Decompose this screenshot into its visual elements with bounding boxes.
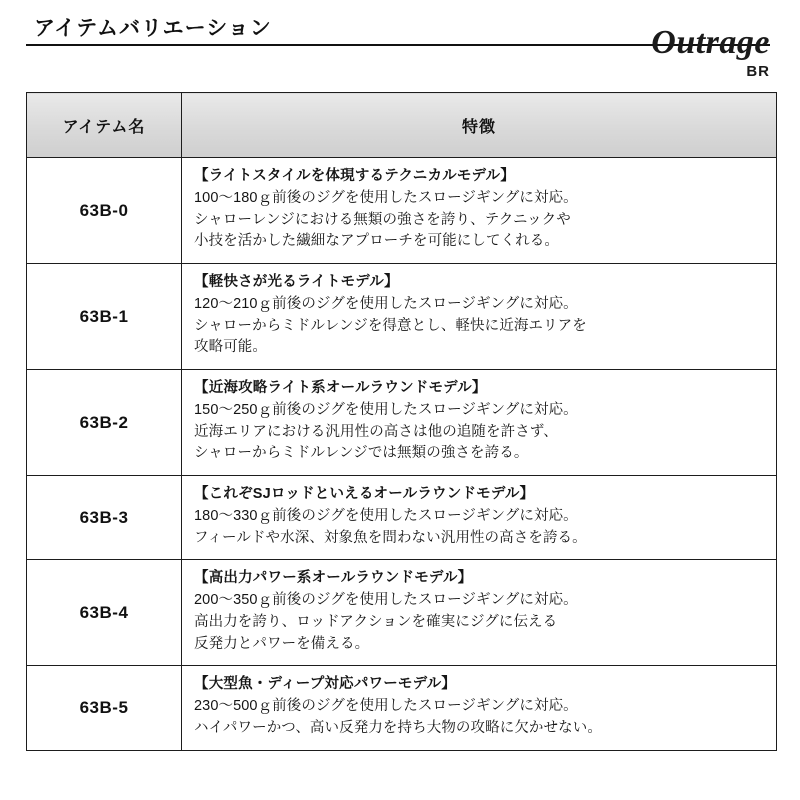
cell-item-name: 63B-1 bbox=[27, 264, 182, 370]
table-header-row bbox=[27, 93, 777, 158]
table-row bbox=[27, 476, 777, 560]
feature-line: ハイパワーかつ、高い反発力を持ち大物の攻略に欠かせない。 bbox=[194, 719, 602, 736]
cell-item-name: 63B-4 bbox=[27, 560, 182, 666]
cell-feature bbox=[182, 666, 777, 750]
feature-lead: 【軽快さが光るライトモデル】 bbox=[194, 274, 399, 290]
cell-feature bbox=[182, 158, 777, 264]
feature-line: 高出力を誇り、ロッドアクションを確実にジグに伝える bbox=[194, 613, 558, 630]
feature-lead: 【ライトスタイルを体現するテクニカルモデル】 bbox=[194, 168, 515, 184]
cell-item-name: 63B-5 bbox=[27, 666, 182, 750]
table-head bbox=[27, 93, 777, 158]
cell-feature bbox=[182, 370, 777, 476]
column-header-feature: 特徴 bbox=[182, 93, 777, 158]
cell-item-name: 63B-3 bbox=[27, 476, 182, 560]
brand-name: Outrage bbox=[651, 24, 770, 61]
table-row bbox=[27, 264, 777, 370]
feature-line: 120〜210ｇ前後のジグを使用したスロージギングに対応。 bbox=[194, 295, 578, 312]
cell-feature bbox=[182, 264, 777, 370]
cell-item-name: 63B-2 bbox=[27, 370, 182, 476]
table-row bbox=[27, 666, 777, 750]
feature-line: 小技を活かした繊細なアプローチを可能にしてくれる。 bbox=[194, 233, 559, 250]
brand-subtitle: BR bbox=[746, 63, 770, 80]
feature-line: 200〜350ｇ前後のジグを使用したスロージギングに対応。 bbox=[194, 592, 578, 608]
feature-line: シャローレンジにおける無類の強さを誇り、テクニックや bbox=[194, 211, 571, 228]
cell-item-name: 63B-0 bbox=[27, 158, 182, 264]
table-row bbox=[27, 370, 777, 476]
feature-lead: 【近海攻略ライト系オールラウンドモデル】 bbox=[194, 380, 487, 396]
brand-logo bbox=[651, 26, 770, 79]
feature-line: シャローからミドルレンジを得意とし、軽快に近海エリアを bbox=[194, 317, 587, 334]
page-title: アイテムバリエーション bbox=[34, 17, 272, 40]
spec-table-wrapper bbox=[26, 92, 770, 751]
table-body bbox=[27, 158, 777, 751]
feature-line: 反発力とパワーを備える。 bbox=[194, 635, 370, 652]
feature-line: シャローからミドルレンジでは無類の強さを誇る。 bbox=[194, 445, 529, 462]
feature-line: 150〜250ｇ前後のジグを使用したスロージギングに対応。 bbox=[194, 401, 578, 418]
feature-line: 攻略可能。 bbox=[194, 339, 267, 356]
feature-line: 180〜330ｇ前後のジグを使用したスロージギングに対応。 bbox=[194, 507, 578, 524]
cell-feature bbox=[182, 476, 777, 560]
feature-line: フィールドや水深、対象魚を問わない汎用性の高さを誇る。 bbox=[194, 529, 587, 546]
table-row bbox=[27, 560, 777, 666]
feature-line: 100〜180ｇ前後のジグを使用したスロージギングに対応。 bbox=[194, 189, 578, 206]
feature-lead: 【高出力パワー系オールラウンドモデル】 bbox=[194, 570, 473, 587]
column-header-item: アイテム名 bbox=[27, 93, 182, 158]
cell-feature bbox=[182, 560, 777, 666]
table-row bbox=[27, 158, 777, 264]
feature-line: 近海エリアにおける汎用性の高さは他の追随を許さず、 bbox=[194, 423, 558, 440]
feature-line: 230〜500ｇ前後のジグを使用したスロージギングに対応。 bbox=[194, 698, 578, 714]
feature-lead: 【これぞSJロッドといえるオールラウンドモデル】 bbox=[194, 486, 535, 502]
spec-table bbox=[26, 92, 777, 751]
feature-lead: 【大型魚・ディープ対応パワーモデル】 bbox=[194, 676, 456, 693]
page-header bbox=[0, 0, 800, 78]
